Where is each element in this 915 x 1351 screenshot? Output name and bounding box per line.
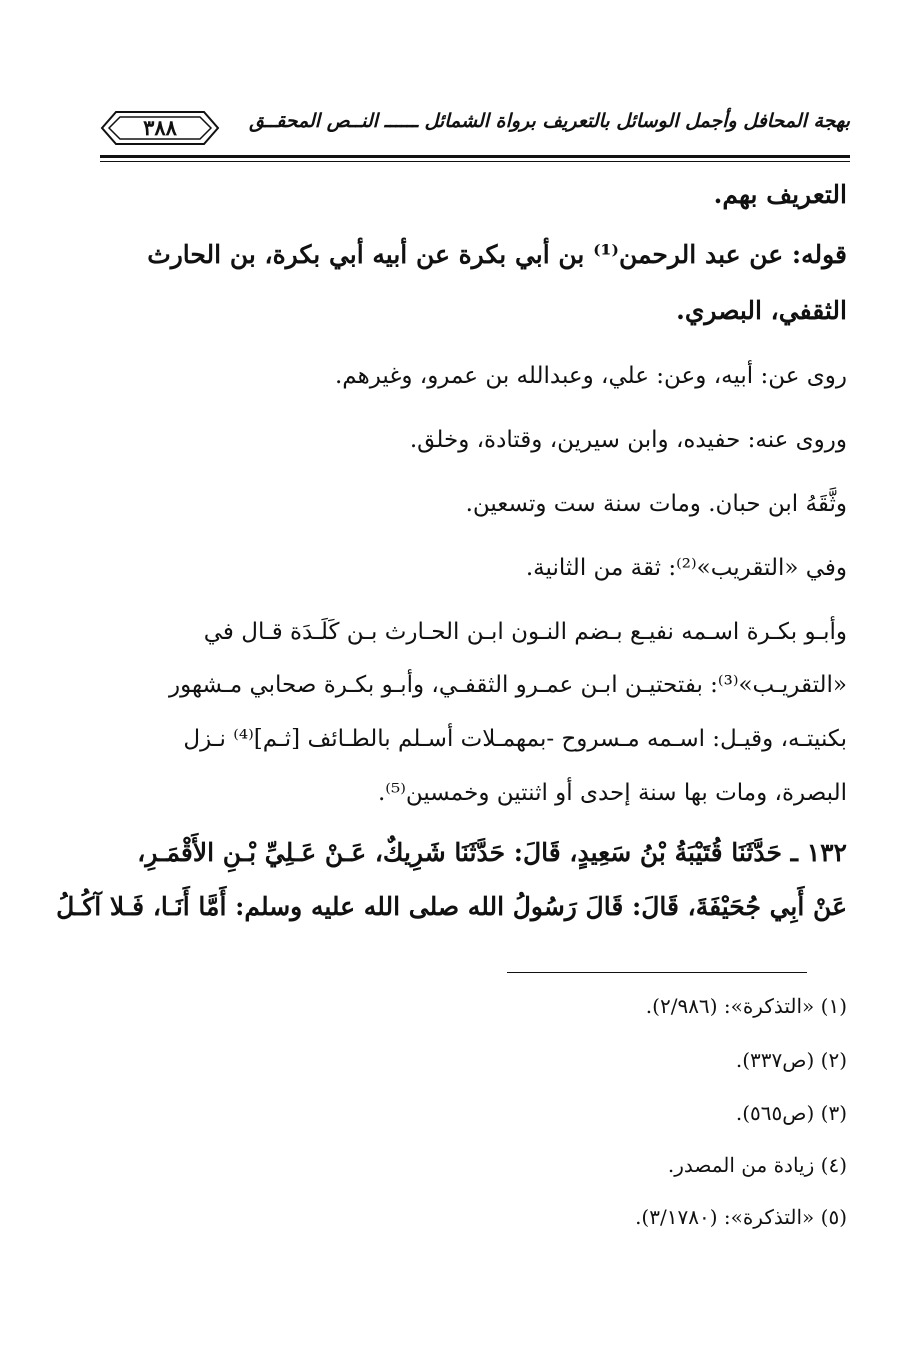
text-line-11: البصرة، ومات بها سنة إحدى أو اثنتين وخمسين⁽⁵⁾. [377, 780, 847, 806]
text-line-9: «التقريـب»⁽³⁾: بفتحتيـن ابـن عمـرو الثقفـي، وأبـو بكـرة صحابي مـشهور [168, 672, 847, 698]
text-line-4: روى عن: أبيه، وعن: علي، وعبدالله بن عمرو، وغيرهم. [334, 363, 847, 389]
running-title: بهجة المحافل وأجمل الوسائل بالتعريف برواة الشمائل ــــــ النــص المحقــق [249, 110, 850, 132]
text-line-6: وثَّقَهُ ابن حبان. ومات سنة ست وتسعين. [465, 491, 847, 517]
footnote-5: (٥) «التذكرة»: (٣/١٧٨٠). [635, 1205, 847, 1229]
text-line-8: وأبـو بكـرة اسـمه نفيـع بـضم النـون ابـن الحـارث بـن كَلَـدَة قـال في [203, 619, 847, 645]
page-number-badge [100, 106, 220, 150]
footnote-2: (٢) (ص٣٣٧). [735, 1048, 847, 1072]
text-line-10: بكنيتـه، وقيـل: اسـمه مـسروح -بمهمـلات أسـلم بالطـائف [ثـم]⁽⁴⁾ نـزل [183, 726, 847, 752]
footnote-separator [507, 972, 807, 973]
hadith-line-1: ١٣٢ ـ حَدَّثَنَا قُتَيْبَةُ بْنُ سَعِيدٍ، قَالَ: حَدَّثَنَا شَرِيكٌ، عَـنْ عَـلِيِّ بْـنِ الأَقْمَـرِ، [137, 838, 847, 867]
footnote-4: (٤) زيادة من المصدر. [667, 1153, 847, 1177]
footnote-3: (٣) (ص٥٦٥). [735, 1101, 847, 1125]
footnote-1: (١) «التذكرة»: (٢/٩٨٦). [645, 994, 847, 1018]
page-header [100, 98, 850, 156]
text-line-7: وفي «التقريب»⁽²⁾: ثقة من الثانية. [525, 555, 847, 581]
page-number: ٣٨٨ [143, 115, 177, 140]
text-line-5: وروى عنه: حفيده، وابن سيرين، وقتادة، وخلق. [409, 427, 847, 453]
text-line-2: قوله: عن عبد الرحمن⁽¹⁾ بن أبي بكرة عن أبيه أبي بكرة، بن الحارث [147, 240, 847, 269]
text-line-3: الثقفي، البصري. [676, 296, 847, 325]
header-rule-thick [100, 155, 850, 158]
hadith-line-2: عَنْ أَبِي جُحَيْفَةَ، قَالَ: قَالَ رَسُولُ الله صلى الله عليه وسلم: أَمَّا أَنَـا، فَـلا آكُـلُ [56, 892, 847, 921]
header-rule-thin [100, 161, 850, 162]
text-line-1: التعريف بهم. [713, 180, 847, 209]
